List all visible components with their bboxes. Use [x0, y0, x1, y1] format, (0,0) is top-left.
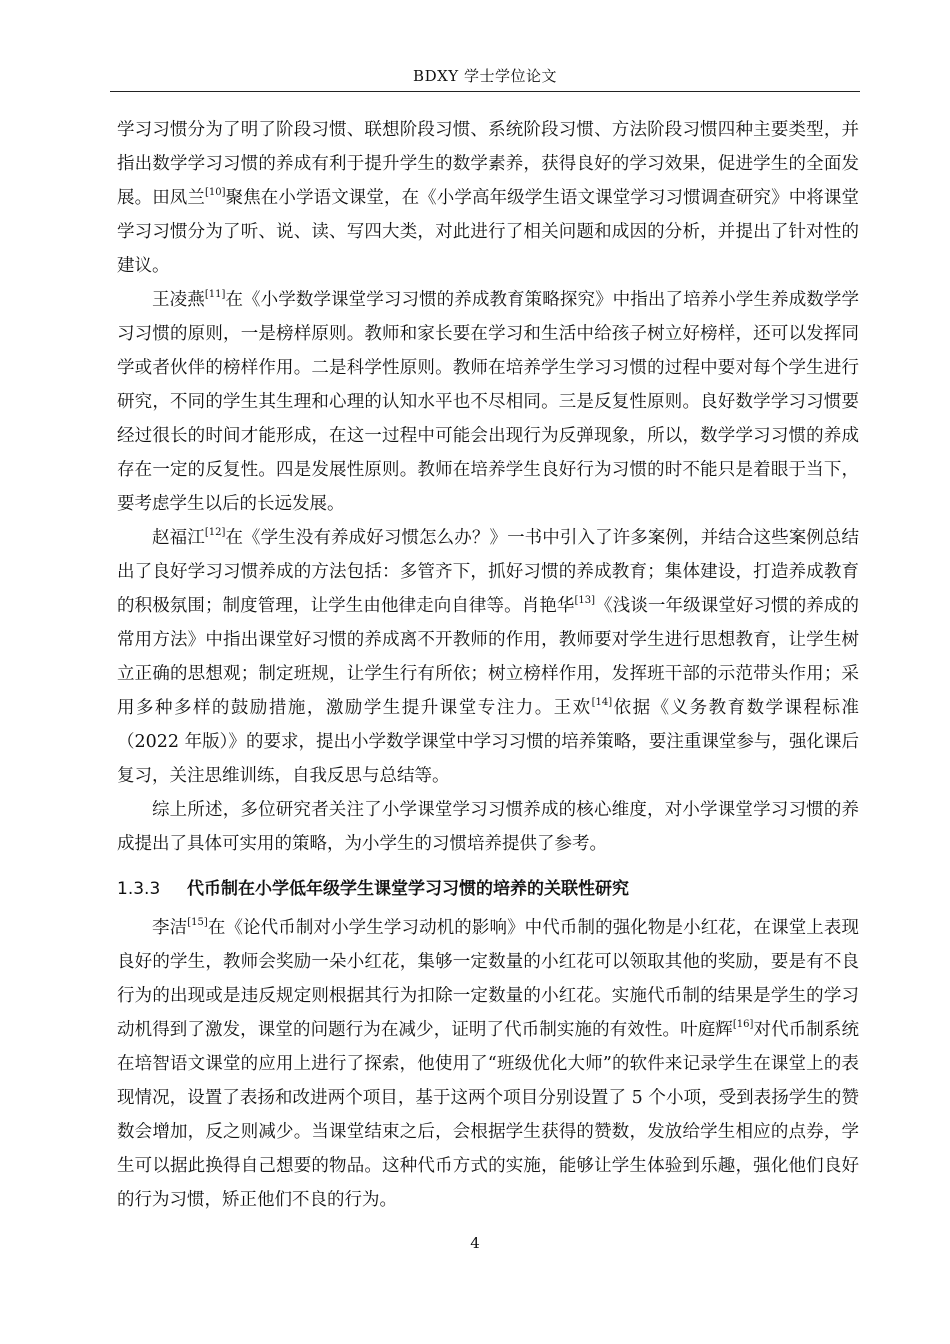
paragraph-text: 对代币制系统在培智语文课堂的应用上进行了探索，他使用了“班级优化大师”的软件来记录学生在课堂上的表现情况，设置了表扬和改进两个项目，基于这两个项目分别设置了 5 个小项，受到表扬学生的赞数会增加，反之则减少。当课堂结束之后，会根据学生获得的赞数，发放给学生相应的点券，学生可以据此换得自己想要的物品。这种代币方式的实施，能够让学生体验到乐趣，强化他们良好的行为习惯，矫正他们不良的行为。: [117, 1020, 860, 1210]
paragraph-text: 聚焦在小学语文课堂，在《小学高年级学生语文课堂学习习惯调查研究》中将课堂学习习惯分为了听、说、读、写四大类，对此进行了相关问题和成因的分析，并提出了针对性的建议。: [117, 188, 859, 276]
paragraph-text: 赵福江: [152, 528, 205, 548]
citation-ref: [11]: [204, 289, 226, 301]
paragraph-text: 在《论代币制对小学生学习动机的影响》中代币制的强化物是小红花，在课堂上表现良好的学生，教师会奖励一朵小红花，集够一定数量的小红花可以领取其他的奖励，要是有不良行为的出现或是违反规定则根据其行为扣除一定数量的小红花。实施代币制的结果是学生的学习动机得到了激发，课堂的问题行为在减少，证明了代币制实施的有效性。叶庭辉: [117, 918, 860, 1040]
paragraph-text: 李洁: [152, 918, 188, 938]
paragraph-text: 依据《义务教育数学课程标准（2022 年版）》的要求，提出小学数学课堂中学习习惯的培养策略，要注重课堂参与，强化课后复习，关注思维训练，自我反思与总结等。: [117, 698, 860, 786]
paragraph-text: 《浅谈一年级课堂好习惯的养成的常用方法》中指出课堂好习惯的养成离不开教师的作用，教师要对学生进行思想教育，让学生树立正确的思想观；制定班规，让学生行有所依；树立榜样作用，发挥班干部的示范带头作用；采用多种多样的鼓励措施，激励学生提升课堂专注力。王欢: [117, 596, 859, 718]
section-title: 代币制在小学低年级学生课堂学习习惯的培养的关联性研究: [187, 879, 629, 899]
paragraph-text: 学习习惯分为了明了阶段习惯、联想阶段习惯、系统阶段习惯、方法阶段习惯四种主要类型，并指出数学学习习惯的养成有利于提升学生的数学素养，获得良好的学习效果，促进学生的全面发展。田凤兰: [117, 120, 859, 208]
paragraph-4: 综上所述，多位研究者关注了小学课堂学习习惯养成的核心维度，对小学课堂学习习惯的养成提出了具体可实用的策略，为小学生的习惯培养提供了参考。: [117, 800, 859, 854]
citation-ref: [10]: [204, 187, 226, 199]
paragraph-3: [117, 521, 859, 793]
paragraph-2: [117, 283, 859, 521]
paragraph-text: 在《学生没有养成好习惯怎么办？》一书中引入了许多案例，并结合这些案例总结出了良好学习习惯养成的方法包括：多管齐下，抓好习惯的养成教育；集体建设，打造养成教育的积极氛围；制度管理，让学生由他律走向自律等。肖艳华: [117, 528, 860, 616]
paragraph-1: [117, 113, 859, 283]
citation-ref: [15]: [187, 917, 208, 929]
paragraph-5: [117, 911, 859, 1217]
citation-ref: [14]: [591, 697, 613, 709]
running-header: BDXY 学士学位论文: [413, 67, 557, 85]
citation-ref: [12]: [204, 527, 226, 539]
page-number: 4: [470, 1234, 480, 1252]
paragraph-text: 王凌燕: [152, 290, 205, 310]
body-text: [117, 113, 859, 1217]
citation-ref: [16]: [732, 1019, 754, 1031]
section-number: 1.3.3: [117, 879, 161, 899]
paragraph-text: 在《小学数学课堂学习习惯的养成教育策略探究》中指出了培养小学生养成数学学习习惯的原则，一是榜样原则。教师和家长要在学习和生活中给孩子树立好榜样，还可以发挥同学或者伙伴的榜样作用。二是科学性原则。教师在培养学生学习习惯的过程中要对每个学生进行研究，不同的学生其生理和心理的认知水平也不尽相同。三是反复性原则。良好数学学习习惯要经过很长的时间才能形成，在这一过程中可能会出现行为反弹现象，所以，数学学习习惯的养成存在一定的反复性。四是发展性原则。教师在培养学生良好行为习惯的时不能只是着眼于当下，要考虑学生以后的长远发展。: [117, 290, 860, 514]
header-divider: [110, 91, 860, 92]
section-heading: [117, 872, 859, 906]
citation-ref: [13]: [574, 595, 596, 607]
